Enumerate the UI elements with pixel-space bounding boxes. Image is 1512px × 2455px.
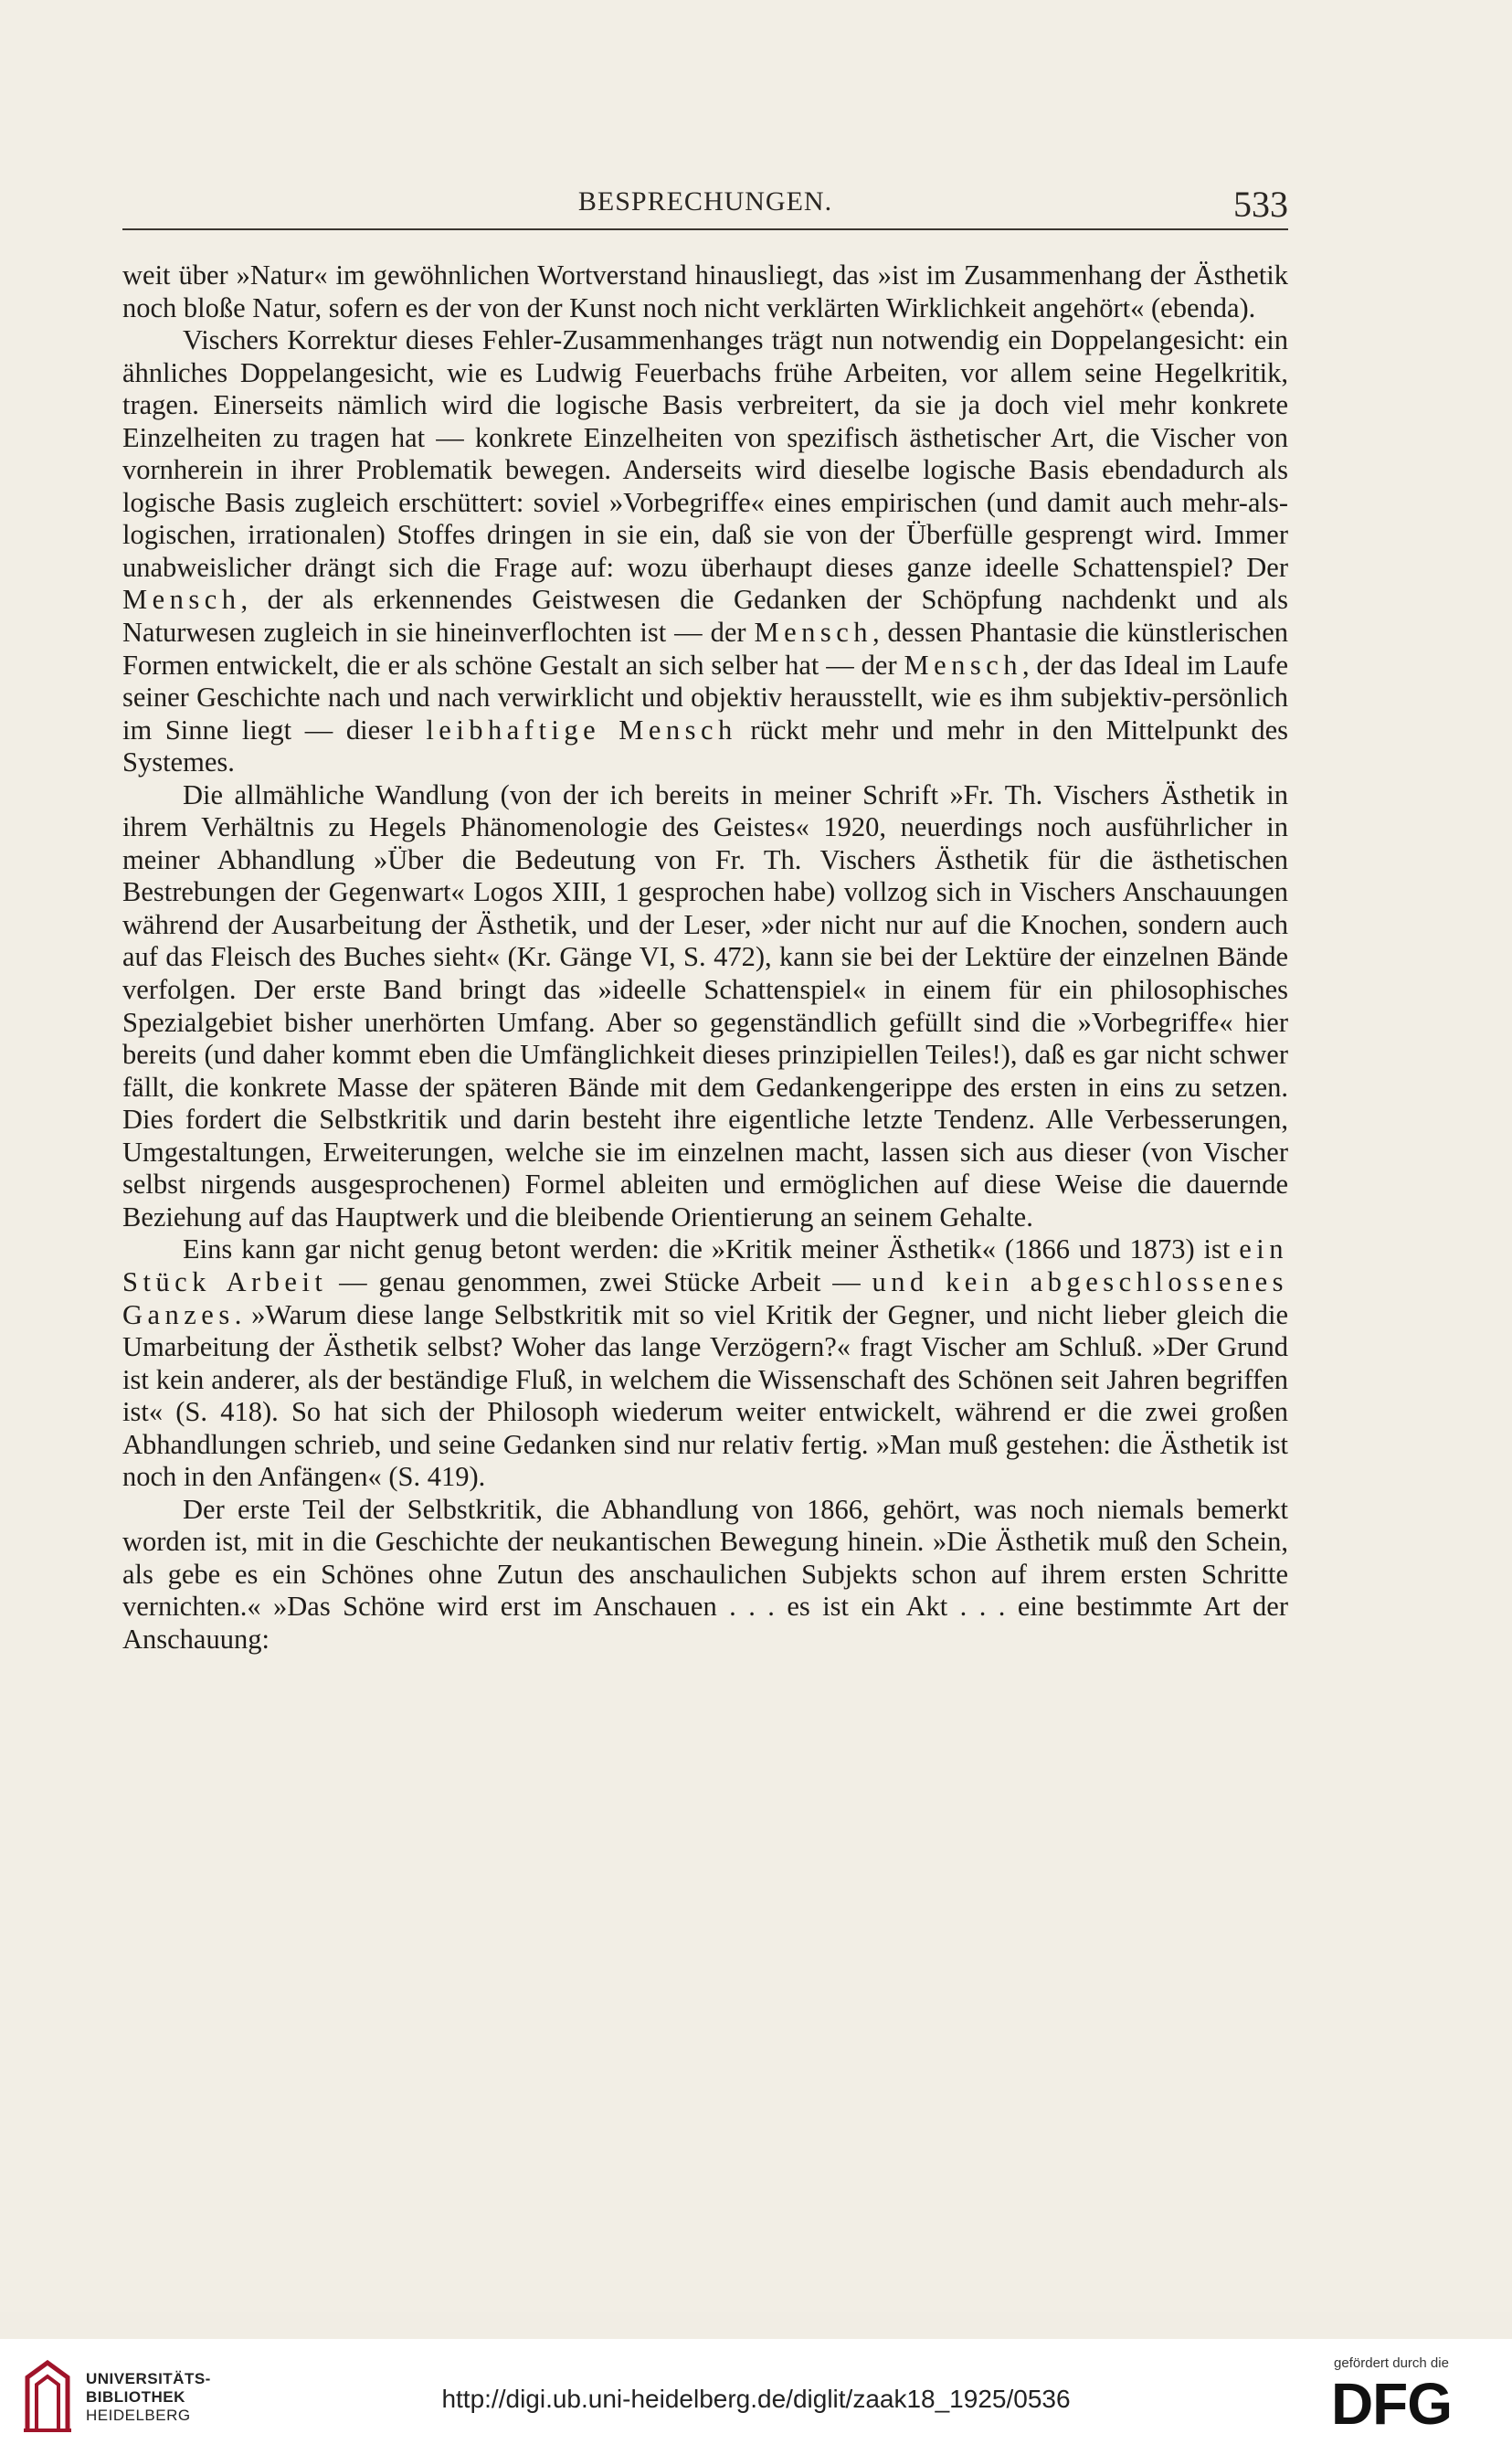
running-head: BESPRECHUNGEN. <box>577 186 833 217</box>
paragraph <box>122 1494 1288 1656</box>
spaced-emphasis: und kein abgeschlossenes Ganzes <box>122 1265 1289 1330</box>
source-url-link[interactable]: http://digi.ub.uni-heidelberg.de/diglit/zaak18_1925/0536 <box>441 2385 1071 2413</box>
body-text <box>122 259 1288 1656</box>
text-run: Die allmähliche Wandlung (von der ich bereits in meiner Schrift »Fr. Th. Vischers Ästhetik in ihrem Verhältnis zu Hegels Phänomenologie des Geistes« 1920, neuerdings noch ausführlicher in meiner Abhandlung »Über die Bedeutung von Fr. Th. Vischers Ästhetik für die ästhetischen Bestrebungen der Gegenwart« Logos XIII, 1 gesprochen habe) vollzog sich in Vischers Anschauungen während der Ausarbeitung der Ästhetik, und der Leser, »der nicht nur auf die Knochen, sondern auch auf das Fleisch des Buches sieht« (Kr. Gänge VI, S. 472), kann sie bei der Lektüre der einzelnen Bände verfolgen. Der erste Band bringt das »ideelle Schattenspiel« in einem für ein philosophisches Spezialgebiet bisher unerhörten Umfang. Aber so gegenständlich gefüllt sind die »Vorbegriffe« hier bereits (und daher kommt eben die Umfänglichkeit dieses prinzipiellen Teiles!), daß es gar nicht schwer fällt, die konkrete Masse der späteren Bände mit dem Gedankengerippe des ersten in eins zu setzen. Dies fordert die Selbstkritik und darin besteht ihre eigentliche letzte Tendenz. Alle Verbesserungen, Umgestaltungen, Erweiterungen, welche sie im einzelnen macht, lassen sich aus dieser (von Vischer selbst nirgends ausgesprochenen) Formel ableiten und ermöglichen auf diese Weise die dauernde Beziehung auf das Hauptwerk und die bleibende Orientierung an seinem Gehalte. <box>122 778 1288 1233</box>
paragraph <box>122 324 1288 779</box>
text-run: , der das Ideal im Laufe seiner Geschichte nach und nach verwirklicht und objektiv herausstellt, wie es ihm subjektiv-persönlich im Sinne liegt — dieser <box>122 649 1288 746</box>
paragraph <box>122 1233 1288 1493</box>
text-run: rückt mehr und mehr in den Mittelpunkt des Systemes. <box>122 714 1288 778</box>
text-run: , der als erkennendes Geistwesen die Gedanken der Schöpfung nachdenkt und als Naturwesen zugleich in sie hineinverflochten ist — der <box>122 584 1288 649</box>
text-run: weit über »Natur« im gewöhnlichen Wortverstand hinausliegt, das »ist im Zusammenhang der Ästhetik noch bloße Natur, sofern es der von der Kunst noch nicht verklärten Wirklichkeit angehört« (ebenda). <box>122 259 1288 323</box>
paragraph <box>122 779 1288 1234</box>
text-run: — genau genommen, zwei Stücke Arbeit — <box>327 1265 872 1297</box>
text-run: , dessen Phantasie die künstlerischen Formen entwickelt, die er als schöne Gestalt an sich selber hat — der <box>122 617 1288 681</box>
spaced-emphasis: leibhaftige Mensch <box>426 714 737 746</box>
paragraph <box>122 259 1288 324</box>
funding-badge <box>1309 2355 1474 2437</box>
library-name-line: HEIDELBERG <box>86 2407 191 2424</box>
viewer-footer <box>0 2339 1512 2455</box>
library-name-line: UNIVERSITÄTS- <box>86 2370 211 2387</box>
spaced-emphasis: Mensch <box>754 617 872 649</box>
spaced-emphasis: Mensch <box>904 649 1023 681</box>
page-number: 533 <box>1233 184 1288 225</box>
dfg-logo: DFG <box>1330 2371 1453 2437</box>
text-run: Der erste Teil der Selbstkritik, die Abhandlung von 1866, gehört, was noch niemals bemerkt worden ist, mit in die Geschichte der neukantischen Bewegung hinein. »Die Ästhetik muß den Schein, als gebe es ein Schönes ohne Zutun des anschaulichen Subjekts schon auf ihrem ersten Schritte vernichten.« »Das Schöne wird erst im Anschauen . . . es ist ein Akt . . . eine bestimmte Art der Anschauung: <box>122 1493 1288 1655</box>
page-header <box>122 181 1288 230</box>
spaced-emphasis: ein Stück Arbeit <box>122 1233 1288 1297</box>
text-run: Vischers Korrektur dieses Fehler-Zusammenhanges trägt nun notwendig ein Doppelangesicht: ein ähnliches Doppelangesicht, wie es Ludwig Feuerbachs frühe Arbeiten, vor allem seine Hegelkritik, tragen. Einerseits nämlich wird die logische Basis verbreitert, da sie ja doch viel mehr konkrete Einzelheiten zu tragen hat — konkrete Einzelheiten von spezifisch ästhetischer Art, die Vischer von vornherein in ihrer Problematik bewegen. Anderseits wird dieselbe logische Basis ebendadurch als logische Basis zugleich erschüttert: soviel »Vorbegriffe« eines empirischen (und damit auch mehr-als-logischen, irrationalen) Stoffes dringen in sie ein, daß sie von der Überfülle gesprengt wird. Immer unabweislicher drängt sich die Frage auf: wozu überhaupt dieses ganze ideelle Schattenspiel? Der <box>122 324 1288 583</box>
library-name-line: BIBLIOTHEK <box>86 2388 185 2406</box>
text-run: . »Warum diese lange Selbstkritik mit so viel Kritik der Gegner, und nicht lieber gleich die Umarbeitung der Ästhetik selbst? Woher das lange Verzögern?« fragt Vischer am Schluß. »Der Grund ist kein anderer, als der beständige Fluß, in welchem die Wissenschaft des Schönen seit Jahren begriffen ist« (S. 418). So hat sich der Philosoph wiederum weiter entwickelt, während er die zwei großen Abhandlungen schrieb, und seine Gedanken sind nur relativ fertig. »Man muß gestehen: die Ästhetik ist noch in den Anfängen« (S. 419). <box>122 1298 1288 1493</box>
funding-note: gefördert durch die <box>1334 2355 1449 2371</box>
spaced-emphasis: Mensch <box>122 584 241 616</box>
text-run: Eins kann gar nicht genug betont werden: die »Kritik meiner Ästhetik« (1866 und 1873) ist <box>183 1233 1240 1265</box>
